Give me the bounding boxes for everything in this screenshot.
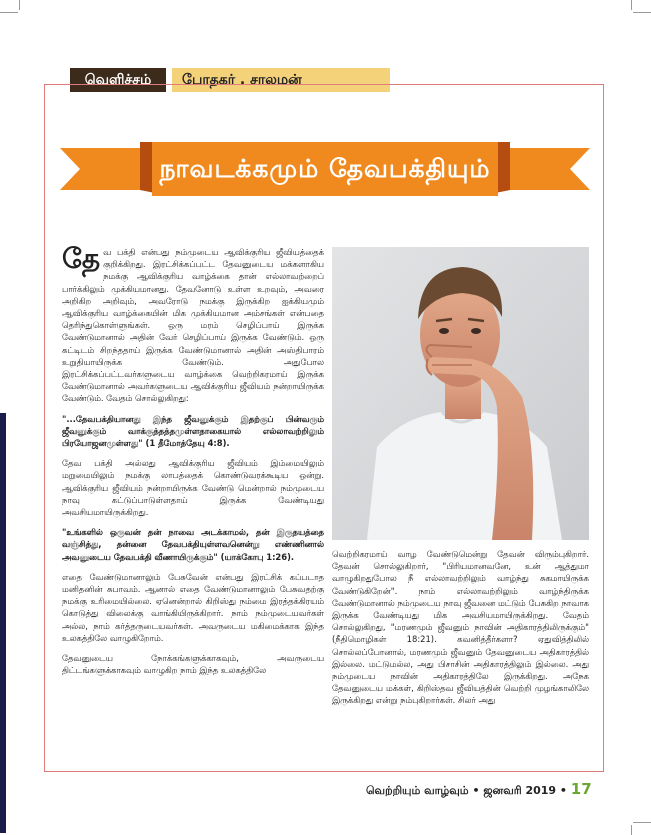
section-label: வெளிச்சம்: [70, 68, 166, 92]
left-column: [62, 242, 324, 685]
bible-quote: "உங்களில் ஒருவன் தன் நாவை அடக்காமல், தன் இருதயத்தை வஞ்சித்து, தன்னை தேவபக்தியுள்ளவனென்று எண்ணினால் அவனுடைய தேவபக்தி வீணாயிருக்கும்" (யாக்கோபு 1:26).: [62, 527, 324, 562]
article-title: நாவடக்கமும் தேவபக்தியும்: [159, 154, 491, 183]
footer-text: வெற்றியும் வாழ்வும் • ஜனவரி 2019 •: [366, 784, 567, 797]
crop-mark: [633, 822, 651, 823]
author-label: போதகர் . சாலமன்: [172, 68, 390, 92]
paragraph: தேவ பக்தி அல்லது ஆவிக்குரிய ஜீவியம் இம்மையிலும் மறுமையிலும் நமக்கு லாபத்தைக் கொண்டுவரக்கூடிய ஒன்று. ஆவிக்குரிய ஜீவியம் நன்றாயிருக்க வேண்டு மென்றால் நம்முடைய நாவு கட்டுப்பாடுள்ளதாய் இருக்க வேண்டியது அவசியமாயிருக்கிறது.: [62, 458, 324, 518]
crop-mark: [0, 12, 18, 13]
page-number: 17: [570, 780, 592, 798]
paragraph: வெற்றிகரமாய் வாழ வேண்டுமென்று தேவன் விரும்புகிறார். தேவன் சொல்லுகிறார், "பிரியமானவனே, உன் ஆத்துமா வாழுகிறதுபோல நீ எல்லாவற்றிலும் வாழ்ந்து சுகமாயிருக்க வேண்டுகிறேன்". நாம் எல்லாவற்றிலும் வாழ்ந்திருக்க வேண்டுமானால் நம்முடைய நாவு ஜீவனை மட்டும் பேசுகிற நாவாக இருக்க வேண்டியது மிக அவசியமாயிருக்கிறது. வேதம் சொல்லுகிறது, "மரணமும் ஜீவனும் நாவின் அதிகாரத்திலிருக்கும்" (நீதிமொழிகள் 18:21). கவனித்தீர்களா? ஏதுவித்திலில் சொல்லப்போனால், மரணமும் ஜீவனும் தேவனுடைய அதிகாரத்தில் இல்லை. மட்டுமல்ல, அது பிசாசின் அதிகாரத்திலும் இல்லை. அது நம்முடைய நாவின் அதிகாரத்திலே இருக்கிறது. அநேக தேவனுடைய மக்கள், கிறிஸ்தவ ஜீவியத்தின் வெற்றி முழங்காலிலே இருக்கிறது என்று நம்புகிறார்கள். சிலர் அது: [332, 549, 589, 706]
paragraph: எதை வேண்டுமானாலும் பேசுவேன் என்பது இரட்சிக் கப்படாத மனிதனின் சுபாவம். ஆனால் எதை வேண்டுமானாலும் பேசுவதற்கு நமக்கு உரிமையில்லை. ஏனென்றால் கிறிஸ்து நம்மை இரத்தக்கிரயம் கொடுத்து விலைக்கு வாங்கியிருக்கிறார். நாம் நம்முடையவர்கள் அல்ல, நாம் கர்த்தருடையவர்கள். அவருடைய மகிமைக்காக இந்த உலகத்திலே வாழுகிறோம்.: [62, 571, 324, 643]
dropcap: தே: [62, 242, 101, 275]
crop-mark: [631, 825, 632, 835]
right-column: [332, 548, 589, 715]
crop-mark: [631, 0, 632, 10]
man-covering-mouth-image: [332, 247, 589, 540]
intro-paragraph: [62, 242, 324, 405]
paragraph: தேவனுடைய நோக்கங்களுக்காகவும், அவருடைய திட்டங்களுக்காகவும் வாழுகிற நாம் இந்த உலகத்திலே: [62, 653, 324, 676]
binding-strip: [0, 413, 6, 833]
bible-quote: "...தேவபக்தியானது இந்த ஜீவனுக்கும் இதற்குப் பின்வரும் ஜீவனுக்கும் வாக்குத்தத்தமுள்ளதாகையால் எல்லாவற்றிலும் பிரயோஜனமுள்ளது" (1 தீமோத்தேயு 4:8).: [62, 413, 324, 449]
crop-mark: [633, 12, 651, 13]
page-footer: [366, 780, 592, 799]
title-banner: [60, 142, 590, 196]
paragraph-text: வ பக்தி என்பது நம்முடைய ஆவிக்குரிய ஜீவியத்தைக் குறிக்கிறது. இரட்சிக்கப்பட்ட தேவனுடைய மக்களாகிய நமக்கு ஆவிக்குரிய வாழ்க்கை தான் எல்லாவற்றைப் பார்க்கிலும் முக்கியமானது. தேவனோடு உள்ள உறவும், அவரை அறிகிற அறிவும், அவரோடு நமக்கு இருக்கிற ஐக்கியமும் ஆவிக்குரிய வாழ்க்கையின் மிக முக்கியமான அம்சங்கள் என்பதை தெரிந்துகொள்ளுங்கள். ஒரு மரம் செழிப்பாய் இருக்க வேண்டுமானால் அதின் வேர் செழிப்பாய் இருக்க வேண்டும். ஒரு கட்டிடம் சிறந்ததாய் இருக்க வேண்டுமானால் அதின் அஸ்திபாரம் உறுதியாயிருக்க வேண்டும். அதுபோல இரட்சிக்கப்பட்டவர்களுடைய வாழ்க்கை வெற்றிகரமாய் இருக்க வேண்டுமானால் அவர்களுடைய ஆவிக்குரிய ஜீவியம் நன்றாயிருக்க வேண்டும். வேதம் சொல்லுகிறது:: [62, 247, 324, 404]
crop-mark: [19, 0, 20, 10]
